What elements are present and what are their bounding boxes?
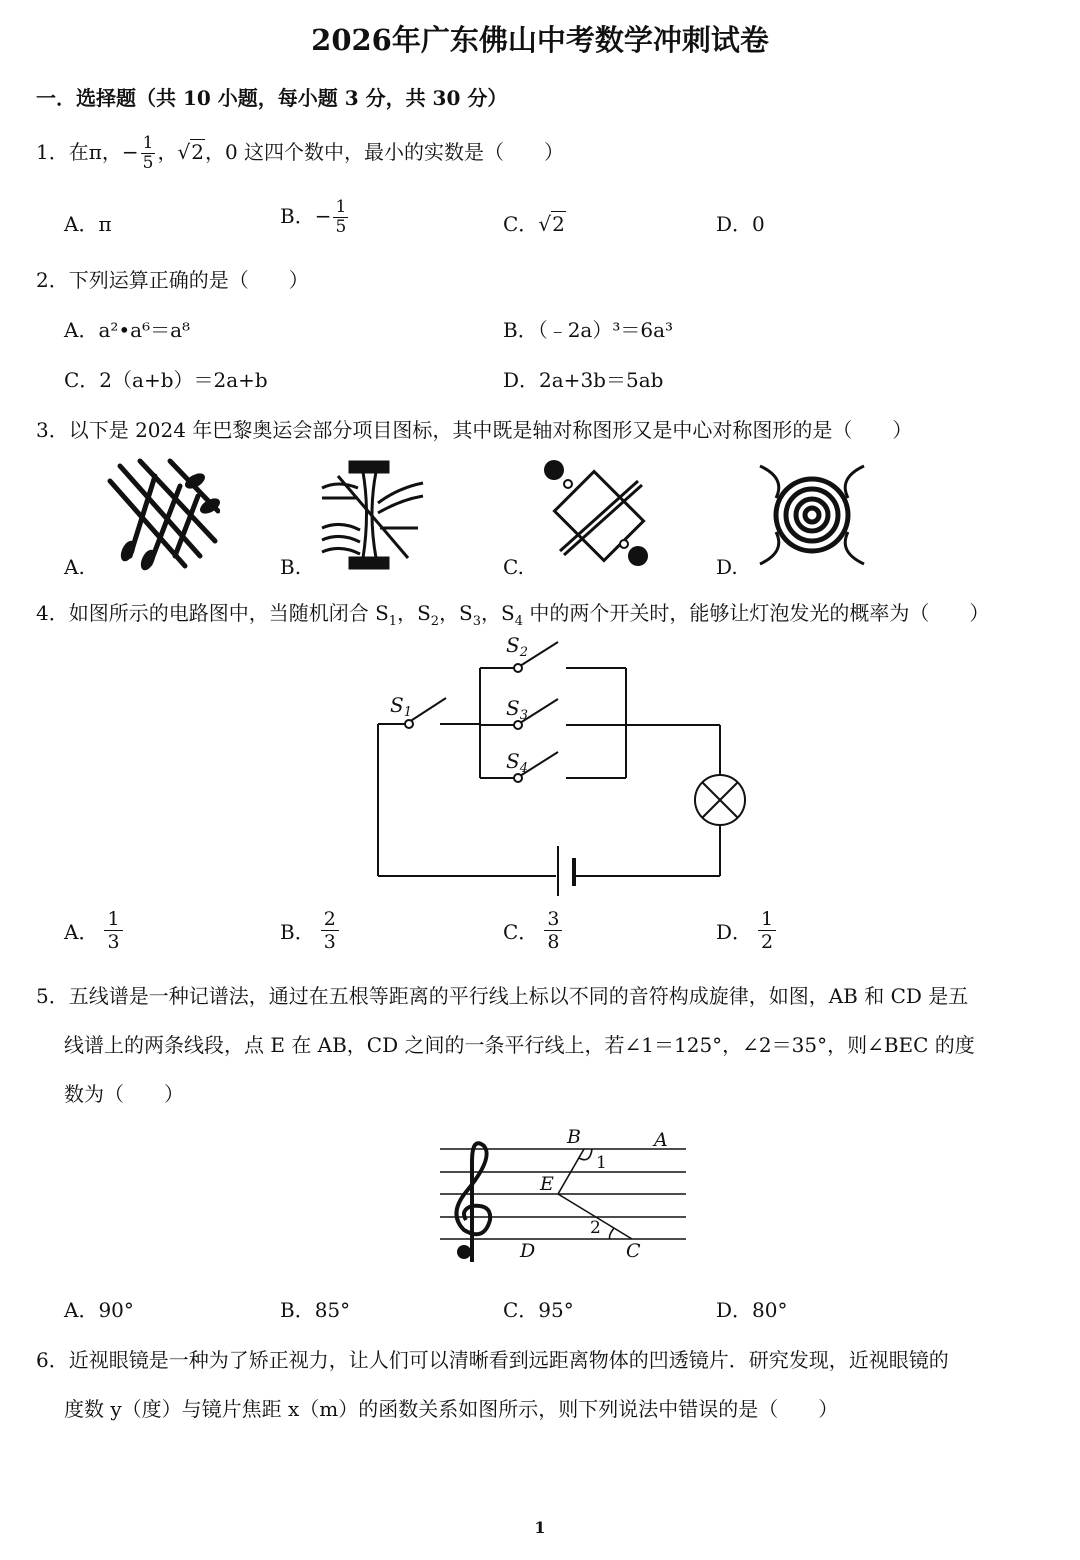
q3-option-c[interactable]: C. — [503, 555, 524, 579]
page-number: 1 — [534, 1518, 546, 1537]
point-label-b: B — [567, 1126, 581, 1148]
circuit-diagram — [360, 628, 760, 898]
q4-option-d[interactable] — [716, 908, 776, 953]
q4-option-b[interactable] — [280, 908, 339, 953]
page-title: 2026年广东佛山中考数学冲刺试卷 — [311, 23, 769, 57]
point-label-e: E — [540, 1173, 554, 1195]
q4-stem-s1-sub: 1 — [388, 614, 398, 629]
q5-option-d[interactable]: D．80° — [716, 1298, 788, 1322]
q3-option-a[interactable]: A. — [64, 555, 85, 579]
q5-option-b[interactable]: B．85° — [280, 1298, 351, 1322]
q4-option-a[interactable] — [64, 908, 123, 953]
q1-opt-b-num: 1 — [335, 197, 347, 217]
q4-opt-c-num: 3 — [544, 908, 562, 931]
q3-option-b[interactable]: B. — [280, 555, 302, 579]
q1-suffix: ，0 这四个数中，最小的实数是（ ） — [204, 140, 565, 164]
q4-opt-a-num: 1 — [104, 908, 122, 931]
point-label-d: D — [520, 1240, 536, 1262]
q3-option-d[interactable]: D. — [716, 555, 738, 579]
q4-option-c[interactable] — [503, 908, 562, 953]
angle-label-2: 2 — [590, 1218, 601, 1238]
clef-dot — [457, 1245, 471, 1259]
q2-option-a[interactable]: A．a²•a⁶＝a⁸ — [64, 318, 191, 342]
q4-opt-b-num: 2 — [321, 908, 339, 931]
q4-opt-a-label: A． — [64, 920, 99, 944]
q4-stem-prefix: 4．如图所示的电路图中，当随机闭合 S — [36, 601, 389, 625]
q4-stem-sep2: ，S — [439, 601, 473, 625]
q1-option-a[interactable]: A．π — [64, 212, 112, 236]
q4-opt-d-den: 2 — [761, 931, 774, 953]
q4-opt-b-den: 3 — [323, 931, 336, 953]
question-5-line-2: 线谱上的两条线段，点 E 在 AB，CD 之间的一条平行线上，若∠1＝125°，∠2＝35°，则∠BEC 的度 — [64, 1033, 975, 1057]
battery-icon — [558, 846, 574, 896]
question-5-line-1: 5．五线谱是一种记谱法，通过在五根等距离的平行线上标以不同的音符构成旋律，如图，AB 和 CD 是五 — [36, 984, 969, 1008]
q1-sqrt-sign: √ — [177, 140, 191, 164]
q4-stem-sep1: ，S — [397, 601, 431, 625]
q1-opt-b-den: 5 — [335, 217, 347, 237]
q4-opt-b-fraction — [321, 908, 339, 953]
question-1-stem — [36, 134, 564, 173]
q4-opt-d-fraction — [758, 908, 776, 953]
archery-icon — [756, 458, 868, 573]
switch-label-s2: $S_2$ — [506, 633, 528, 660]
q4-opt-c-fraction — [544, 908, 562, 953]
point-label-c: C — [626, 1240, 641, 1262]
q5-option-a[interactable]: A．90° — [64, 1298, 134, 1322]
q4-stem-sep3: ，S — [481, 601, 515, 625]
q4-stem-s3-sub: 3 — [472, 614, 482, 629]
q4-opt-c-den: 8 — [547, 931, 560, 953]
section-heading: 一．选择题（共 10 小题，每小题 3 分，共 30 分） — [36, 86, 508, 110]
q4-opt-d-label: D． — [716, 920, 753, 944]
q1-opt-c-sqrt-sign: √ — [538, 212, 552, 236]
angle-label-1: 1 — [596, 1153, 607, 1173]
switch-label-s4: $S_4$ — [506, 749, 528, 776]
q1-frac-num: 1 — [142, 133, 154, 153]
question-4-stem — [36, 597, 989, 629]
q2-option-d[interactable]: D．2a+3b＝5ab — [503, 368, 664, 392]
q1-opt-b-minus: − — [314, 204, 332, 228]
q1-option-b[interactable] — [280, 198, 350, 237]
q4-opt-a-fraction — [104, 908, 122, 953]
q4-opt-a-den: 3 — [107, 931, 120, 953]
q4-opt-c-label: C． — [503, 920, 539, 944]
q4-stem-suffix: 中的两个开关时，能够让灯泡发光的概率为（ ） — [523, 601, 990, 625]
q1-opt-c-label: C． — [503, 212, 539, 236]
switch-label-s1: $S_1$ — [390, 693, 412, 720]
q2-option-c[interactable]: C．2（a+b）＝2a+b — [64, 368, 268, 392]
q1-opt-c-sqrt — [538, 212, 565, 236]
q4-opt-d-num: 1 — [758, 908, 776, 931]
fencing-icon — [540, 456, 655, 574]
rowing-icon — [100, 456, 220, 571]
switch-label-s3: $S_3$ — [506, 696, 528, 723]
bulb-icon — [695, 775, 745, 825]
q1-prefix: 1．在π， — [36, 140, 122, 164]
switch-blades — [409, 642, 558, 776]
climbing-icon — [318, 458, 428, 573]
question-6-line-1: 6．近视眼镜是一种为了矫正视力，让人们可以清晰看到远距离物体的凹透镜片．研究发现，近视眼镜的 — [36, 1348, 949, 1372]
treble-clef-icon — [456, 1143, 490, 1262]
question-3-stem: 3．以下是 2024 年巴黎奥运会部分项目图标，其中既是轴对称图形又是中心对称图形的是（ ） — [36, 418, 913, 442]
q4-stem-s2-sub: 2 — [430, 614, 440, 629]
q1-opt-b-label: B． — [280, 204, 315, 228]
q1-mid: ， — [157, 140, 178, 164]
staff-lines — [440, 1149, 686, 1239]
q1-opt-b-fraction — [333, 198, 348, 237]
q5-option-c[interactable]: C．95° — [503, 1298, 574, 1322]
q1-radicand: 2 — [191, 140, 204, 164]
question-2-stem: 2．下列运算正确的是（ ） — [36, 268, 309, 292]
q1-frac-den: 5 — [142, 153, 154, 173]
q1-sqrt — [177, 140, 204, 164]
q1-option-c[interactable] — [503, 208, 566, 237]
q1-fraction — [141, 134, 156, 173]
q1-option-d[interactable]: D．0 — [716, 212, 765, 236]
q4-stem-s4-sub: 4 — [514, 614, 524, 629]
q4-opt-b-label: B． — [280, 920, 315, 944]
staff-diagram — [436, 1122, 692, 1272]
question-5-line-3: 数为（ ） — [64, 1082, 184, 1106]
q2-option-b[interactable]: B．（﹣2a）³＝6a³ — [503, 318, 674, 342]
q1-opt-c-radicand: 2 — [552, 212, 565, 236]
circuit-wires — [378, 668, 720, 876]
point-label-a: A — [654, 1129, 668, 1151]
q1-minus: − — [121, 140, 139, 164]
question-6-line-2: 度数 y（度）与镜片焦距 x（m）的函数关系如图所示，则下列说法中错误的是（ ） — [64, 1397, 839, 1421]
